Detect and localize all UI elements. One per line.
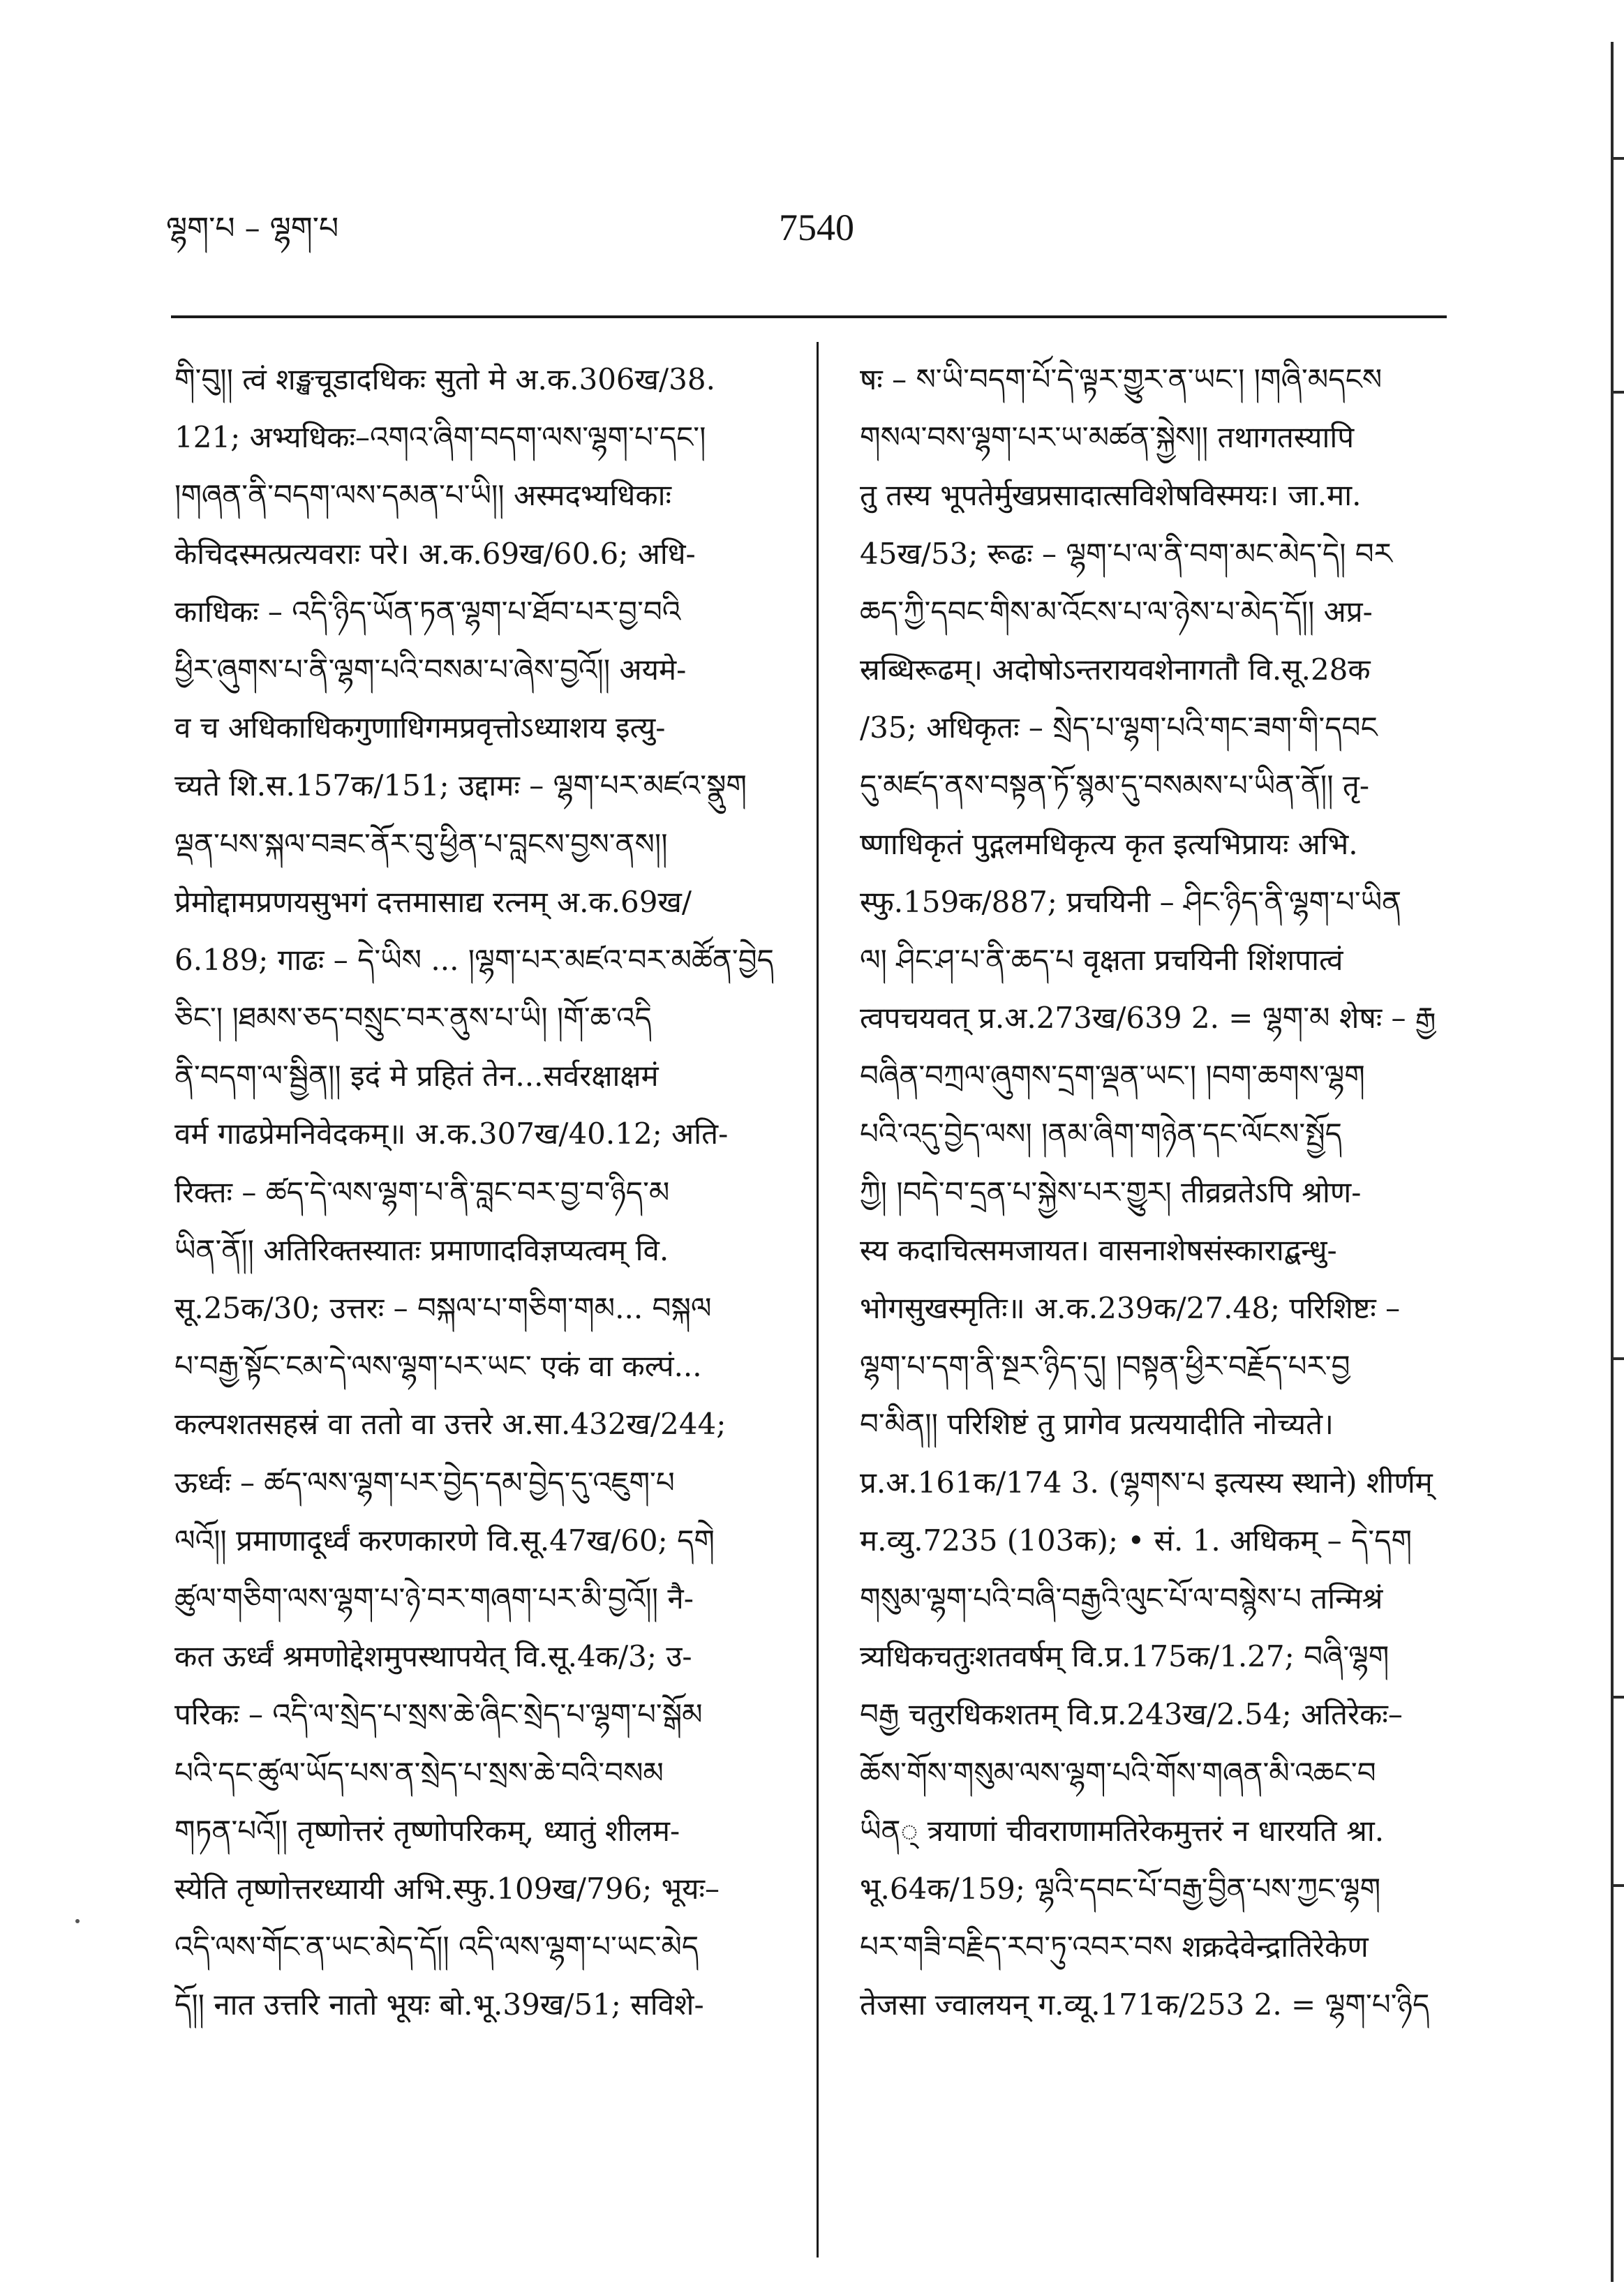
right-column-line: གསུམ་ལྷག་པའི་བཞི་བརྒྱའི་ལུང་པོ་ལ་བསྙེས་པ तन्मिश्रं bbox=[860, 1581, 1383, 1615]
left-column-line: ཚུལ་གཅིག་ལས་ལྷག་པ་ཉེ་བར་གཞག་པར་མི་བྱའོ།། नै- bbox=[174, 1581, 694, 1615]
left-column-line: 6.189; गाढः – དེ་ཡིས ... །ལྷག་པར་མཛའ་བར་མཚོན་བྱེད bbox=[174, 942, 774, 977]
running-head-range: ལྷག་པ – ལྷག་པ bbox=[166, 211, 339, 246]
right-column-line: ཀྱི། །བདེ་བ་དྲན་པ་སྐྱེས་པར་གྱུར། तीव्रव्रतेऽपि श्रोण- bbox=[860, 1174, 1362, 1209]
right-column-line: त्वपचयवत् प्र.अ.273ख/639 2. = ལྷག་མ शेषः – རྒྱ bbox=[860, 1001, 1436, 1036]
right-column-line: ཡིན् त्रयाणां चीवराणामतिरेकमुत्तरं न धारयति श्रा. bbox=[860, 1813, 1385, 1848]
scan-speck bbox=[75, 1919, 80, 1923]
left-column-line: रिक्तः – ཚད་དེ་ལས་ལྷག་པ་ནི་བླང་བར་བྱ་བ་ཉིད་མ bbox=[174, 1174, 670, 1209]
left-column-line: འདི་ལས་གོང་ན་ཡང་མེད་དོ།། འདི་ལས་ལྷག་པ་ཡང་མེད bbox=[174, 1930, 699, 1964]
right-column bbox=[860, 350, 1447, 2033]
right-column-line: /35; अधिकृतः – སྲེད་པ་ལྷག་པའི་གང་ཟག་གི་དབང bbox=[860, 710, 1378, 745]
left-column-line: ནི་བདག་ལ་སྦྱིན།། इदं मे प्रहितं तेन...सर्वरक्षाक्षमं bbox=[174, 1059, 659, 1094]
binding-edge-line bbox=[1611, 42, 1614, 2282]
left-column-line: 121; अभ्यधिकः–འགའ་ཞིག་བདག་ལས་ལྷག་པ་དང་། bbox=[174, 420, 706, 455]
left-column-line: केचिदस्मत्प्रत्यवराः परे। अ.क.69ख/60.6; अधि- bbox=[174, 536, 696, 571]
right-column-line: तु तस्य भूपतेर्मुखप्रसादात्सविशेषविस्मयः। जा.मा. bbox=[860, 478, 1362, 513]
column-divider bbox=[817, 342, 819, 2258]
left-column-line: प्रेमोद्दामप्रणयसुभगं दत्तमासाद्य रत्नम् अ.क.69ख/ bbox=[174, 884, 692, 919]
right-column-line: तेजसा ज्वालयन् ग.व्यू.171क/253 2. = ལྷག་པ་ཉིད bbox=[860, 1987, 1430, 2022]
binding-edge-tick bbox=[1612, 391, 1624, 394]
left-column-line: सू.25क/30; उत्तरः – བསྐལ་པ་གཅིག་གམ... བསྐལ bbox=[174, 1291, 712, 1325]
left-column-line: པ་བརྒྱ་སྟོང་ངམ་དེ་ལས་ལྷག་པར་ཡང་ एकं वा कल्पं... bbox=[174, 1349, 702, 1384]
left-column bbox=[174, 350, 792, 2033]
right-column-line: प्र.अ.161क/174 3. (ལྷགས་པ इत्यस्य स्थाने) शीर्णम् bbox=[860, 1465, 1433, 1500]
binding-edge-tick bbox=[1612, 157, 1624, 160]
right-column-line: ष्णाधिकृतं पुद्गलमधिकृत्य कृत इत्यभिप्रायः अभि. bbox=[860, 826, 1358, 861]
left-column-line: གཏན་པའོ།། तृष्णोत्तरं तृष्णोपरिकम्, ध्यातुं शीलम- bbox=[174, 1813, 680, 1848]
left-column-line: ऊर्ध्वः – ཚད་ལས་ལྷག་པར་བྱེད་དམ་བྱེད་དུ་འཇུག་པ bbox=[174, 1465, 675, 1500]
right-column-line: བ་མིན།། परिशिष्टं तु प्रागेव प्रत्ययादीति नोच्यते। bbox=[860, 1407, 1334, 1442]
right-column-line: भू.64क/159; ལྷའི་དབང་པོ་བརྒྱ་བྱིན་པས་ཀྱང་ལྷག bbox=[860, 1871, 1381, 1906]
left-column-line: དོ།། नात उत्तरि नातो भूयः बो.भू.39ख/51; सविशे- bbox=[174, 1987, 704, 2022]
left-column-line: ལའོ།། प्रमाणादूर्ध्वं करणकारणे वि.सू.47ख/60; དགེ bbox=[174, 1523, 715, 1558]
left-column-line: कत ऊर्ध्वं श्रमणोद्देशमुपस्थापयेत् वि.सू.4क/3; उ- bbox=[174, 1639, 692, 1674]
left-column-line: परिकः – འདི་ལ་སྲེད་པ་སྲས་ཆེ་ཞིང་སྲེད་པ་ལྷག་པ་སྒོམ bbox=[174, 1697, 703, 1732]
left-column-line: ཡིན་ནོ།། अतिरिक्तस्यातः प्रमाणादविज्ञप्यत्वम् वि. bbox=[174, 1232, 669, 1267]
binding-edge-tick bbox=[1612, 1884, 1624, 1887]
right-column-line: པའི་འདུ་བྱེད་ལས། །ནམ་ཞིག་གཉེན་དང་ལོངས་སྤྱོད bbox=[860, 1117, 1342, 1151]
right-column-line: ལ། ཤིང་ཤ་པ་ནི་ཆད་པ वृक्षता प्रचयिनी शिंशपात्वं bbox=[860, 942, 1343, 977]
left-column-line: वर्म गाढप्रेमनिवेदकम्॥ अ.क.307ख/40.12; अति- bbox=[174, 1117, 729, 1151]
right-column-line: ཆོས་གོས་གསུམ་ལས་ལྷག་པའི་གོས་གཞན་མི་འཆང་བ bbox=[860, 1755, 1376, 1790]
left-column-line: ཅིང་། །ཐམས་ཅད་བསྲུང་བར་ནུས་པ་ཡི། །གོ་ཆ་འདི bbox=[174, 1001, 652, 1036]
page-number: 7540 bbox=[779, 207, 854, 248]
right-column-line: པར་གཟི་བརྗིད་རབ་ཏུ་འབར་བས शक्रदेवेन्द्रातिरेकेण bbox=[860, 1930, 1369, 1964]
header-rule bbox=[171, 315, 1447, 318]
right-column-line: བཞིན་བཀྲལ་ཞུགས་དྲག་ལྡན་ཡང་། །བག་ཆགས་ལྷག bbox=[860, 1059, 1365, 1094]
right-column-line: 45ख/53; रूढः – ལྷག་པ་ལ་ནི་བག་མང་མེད་དེ། བར bbox=[860, 536, 1392, 571]
right-column-line: स्फु.159क/887; प्रचयिनी – ཤིང་ཉིད་ནི་ལྷག་པ་ཡིན bbox=[860, 884, 1402, 919]
right-column-line: भोगसुखस्मृतिः॥ अ.क.239क/27.48; परिशिष्टः – bbox=[860, 1291, 1401, 1325]
left-column-line: च्यते शि.स.157क/151; उद्दामः – ལྷག་པར་མཛའ་སྣུག bbox=[174, 768, 747, 803]
left-column-line: ལྡན་པས་སྐལ་བཟང་ནོར་བུ་ཕྱིན་པ་བླངས་བྱས་ནས།། bbox=[174, 826, 668, 861]
right-column-line: षः – ས་ཡི་བདག་པོ་དེ་ལྟར་གྱུར་ན་ཡང་། །གཞི་མདངས bbox=[860, 362, 1383, 396]
right-column-line: གསལ་བས་ལྷག་པར་ཡ་མཚན་སྐྱེས།། तथागतस्यापि bbox=[860, 420, 1355, 455]
right-column-line: བརྒྱ चतुरधिकशतम् वि.प्र.243ख/2.54; अतिरेकः– bbox=[860, 1697, 1403, 1732]
left-column-line: །གཞན་ནི་བདག་ལས་དམན་པ་ཡི།། अस्मदभ्यधिकाः bbox=[174, 478, 671, 513]
left-column-line: काधिकः – འདི་ཉིད་ཡོན་ཏན་ལྷག་པ་ཐོབ་པར་བྱ་བའི bbox=[174, 594, 681, 629]
right-column-line: म.व्यु.7235 (103क); • सं. 1. अधिकम् – དེ་དག bbox=[860, 1523, 1413, 1558]
left-column-line: གི་བུ།། त्वं शङ्खचूडादधिकः सुतो मे अ.क.306ख/38. bbox=[174, 362, 715, 396]
left-column-line: स्येति तृष्णोत्तरध्यायी अभि.स्फु.109ख/796; भूयः– bbox=[174, 1871, 720, 1906]
left-column-line: कल्पशतसहस्रं वा ततो वा उत्तरे अ.सा.432ख/244; bbox=[174, 1407, 727, 1442]
binding-edge-tick bbox=[1612, 1696, 1624, 1699]
left-column-line: ཕྱིར་ཞུགས་པ་ནི་ལྷག་པའི་བསམ་པ་ཞེས་བྱའོ།། अयमे- bbox=[174, 652, 687, 687]
left-column-line: པའི་དང་ཚུལ་ཡོད་པས་ན་སྲེད་པ་སྲས་ཆེ་བའི་བསམ bbox=[174, 1755, 664, 1790]
right-column-line: ལྷག་པ་དག་ནི་སྔར་ཉིད་དུ། །བསྟན་ཕྱིར་བརྗོད་པར་བྱ bbox=[860, 1349, 1350, 1384]
right-column-line: त्र्यधिकचतुःशतवर्षम् वि.प्र.175क/1.27; བཞི་ལྷག bbox=[860, 1639, 1390, 1674]
right-column-line: स्य कदाचित्समजायत। वासनाशेषसंस्काराद्बन्धु- bbox=[860, 1232, 1337, 1267]
right-column-line: དུ་མཛད་ནས་བསྟན་ཏོ་སྙམ་དུ་བསམས་པ་ཡིན་ནོ།། तृ- bbox=[860, 768, 1370, 803]
left-column-line: व च अधिकाधिकगुणाधिगमप्रवृत्तोऽध्याशय इत्यु- bbox=[174, 710, 666, 745]
right-column-line: स्रब्धिरूढम्। अदोषोऽन्तरायवशेनागतौ वि.सू.28क bbox=[860, 652, 1371, 687]
binding-edge-tick bbox=[1612, 1357, 1624, 1360]
right-column-line: ཆད་ཀྱི་དབང་གིས་མ་འོངས་པ་ལ་ཉེས་པ་མེད་དོ།། अप्र- bbox=[860, 594, 1373, 629]
